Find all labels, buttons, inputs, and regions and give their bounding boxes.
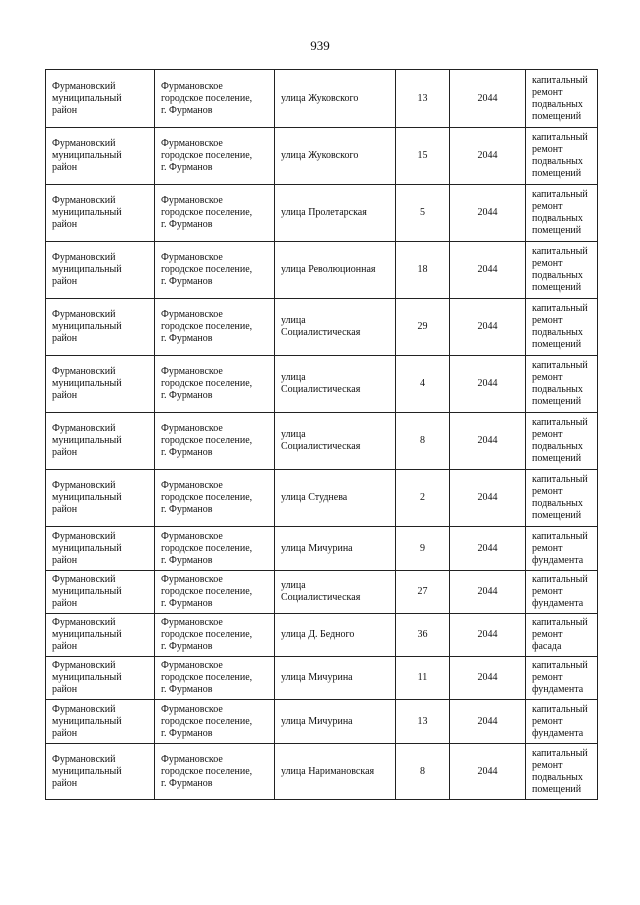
- settlement-cell: [155, 744, 275, 800]
- district-text: Фурмановский муниципальный район: [52, 703, 122, 739]
- street-text: улица Революционная: [281, 264, 376, 275]
- district-cell: [46, 700, 155, 744]
- year: 2044: [477, 264, 498, 275]
- district-text: Фурмановский муниципальный район: [52, 617, 122, 652]
- district-cell: [46, 413, 155, 470]
- house-number: 11: [417, 672, 428, 683]
- year: 2044: [477, 321, 498, 332]
- house-number: 27: [417, 586, 428, 597]
- work-type-cell: [526, 128, 598, 185]
- district-text: Фурмановский муниципальный район: [52, 366, 122, 401]
- year: 2044: [477, 492, 498, 503]
- street-text: улица Студнева: [281, 492, 348, 503]
- district-text: Фурмановский муниципальный район: [52, 530, 122, 566]
- street-text: улица Д. Бедного: [281, 629, 355, 640]
- settlement-text: Фурмановское городское поселение, г. Фурманов: [161, 617, 253, 652]
- street-cell: [275, 185, 396, 242]
- year-cell: [450, 413, 526, 470]
- table-row: [46, 356, 598, 413]
- district-text: Фурмановский муниципальный район: [52, 574, 122, 609]
- year: 2044: [477, 150, 498, 161]
- house-number: 5: [420, 207, 425, 218]
- house-number: 13: [417, 92, 428, 104]
- work-type-cell: [526, 356, 598, 413]
- year-cell: [450, 242, 526, 299]
- street-cell: [275, 527, 396, 571]
- table-row: [46, 242, 598, 299]
- table-row: [46, 571, 598, 614]
- house-number: 18: [417, 264, 428, 275]
- settlement-cell: [155, 70, 275, 128]
- year-cell: [450, 185, 526, 242]
- table-row: [46, 413, 598, 470]
- house-number-cell: [396, 614, 450, 657]
- district-cell: [46, 70, 155, 128]
- house-number-cell: [396, 356, 450, 413]
- year: 2044: [477, 672, 498, 683]
- table-row: [46, 657, 598, 700]
- work-type-text: капитальный ремонт фундамента: [532, 703, 588, 739]
- work-type-cell: [526, 470, 598, 527]
- work-type-cell: [526, 527, 598, 571]
- table-row: [46, 70, 598, 128]
- year: 2044: [477, 435, 498, 446]
- house-number-cell: [396, 70, 450, 128]
- district-text: Фурмановский муниципальный район: [52, 80, 122, 116]
- house-number-cell: [396, 700, 450, 744]
- work-type-text: капитальный ремонт фундамента: [532, 574, 588, 609]
- work-type-text: капитальный ремонт подвальных помещений: [532, 360, 588, 407]
- street-cell: [275, 470, 396, 527]
- street-text: улица Социалистическая: [281, 580, 361, 603]
- district-cell: [46, 527, 155, 571]
- district-text: Фурмановский муниципальный район: [52, 660, 122, 695]
- table-row: [46, 470, 598, 527]
- street-cell: [275, 700, 396, 744]
- district-cell: [46, 470, 155, 527]
- house-number-cell: [396, 657, 450, 700]
- settlement-text: Фурмановское городское поселение, г. Фурманов: [161, 703, 253, 739]
- settlement-text: Фурмановское городское поселение, г. Фурманов: [161, 574, 253, 609]
- work-type-cell: [526, 700, 598, 744]
- settlement-text: Фурмановское городское поселение, г. Фурманов: [161, 252, 253, 287]
- house-number-cell: [396, 744, 450, 800]
- work-type-text: капитальный ремонт фундамента: [532, 660, 588, 695]
- table-row: [46, 128, 598, 185]
- work-type-text: капитальный ремонт подвальных помещений: [532, 74, 588, 122]
- street-text: улица Пролетарская: [281, 207, 367, 218]
- year-cell: [450, 744, 526, 800]
- work-type-cell: [526, 744, 598, 800]
- district-cell: [46, 571, 155, 614]
- street-text: улица Социалистическая: [281, 315, 361, 338]
- street-cell: [275, 242, 396, 299]
- work-type-cell: [526, 185, 598, 242]
- table-row: [46, 614, 598, 657]
- year: 2044: [477, 715, 498, 727]
- settlement-cell: [155, 128, 275, 185]
- work-type-text: капитальный ремонт фасада: [532, 617, 588, 652]
- year: 2044: [477, 586, 498, 597]
- street-text: улица Наримановская: [281, 765, 375, 777]
- settlement-text: Фурмановское городское поселение, г. Фурманов: [161, 530, 253, 566]
- district-cell: [46, 242, 155, 299]
- year-cell: [450, 356, 526, 413]
- year-cell: [450, 299, 526, 356]
- district-text: Фурмановский муниципальный район: [52, 753, 122, 789]
- settlement-text: Фурмановское городское поселение, г. Фурманов: [161, 753, 253, 789]
- house-number: 36: [417, 629, 428, 640]
- settlement-cell: [155, 571, 275, 614]
- page-number: 939: [310, 38, 330, 53]
- settlement-text: Фурмановское городское поселение, г. Фурманов: [161, 309, 253, 344]
- street-cell: [275, 128, 396, 185]
- settlement-cell: [155, 700, 275, 744]
- house-number-cell: [396, 242, 450, 299]
- settlement-text: Фурмановское городское поселение, г. Фурманов: [161, 138, 253, 173]
- settlement-cell: [155, 242, 275, 299]
- year-cell: [450, 70, 526, 128]
- house-number: 8: [420, 435, 425, 446]
- year: 2044: [477, 629, 498, 640]
- year-cell: [450, 657, 526, 700]
- house-number-cell: [396, 527, 450, 571]
- house-number-cell: [396, 299, 450, 356]
- street-cell: [275, 299, 396, 356]
- district-text: Фурмановский муниципальный район: [52, 252, 122, 287]
- work-type-text: капитальный ремонт подвальных помещений: [532, 246, 588, 293]
- work-type-cell: [526, 413, 598, 470]
- house-number: 15: [417, 150, 428, 161]
- settlement-cell: [155, 299, 275, 356]
- settlement-cell: [155, 185, 275, 242]
- table-row: [46, 744, 598, 800]
- settlement-text: Фурмановское городское поселение, г. Фурманов: [161, 423, 253, 458]
- district-cell: [46, 657, 155, 700]
- settlement-text: Фурмановское городское поселение, г. Фурманов: [161, 480, 253, 515]
- settlement-text: Фурмановское городское поселение, г. Фурманов: [161, 366, 253, 401]
- street-text: улица Мичурина: [281, 715, 353, 727]
- year-cell: [450, 571, 526, 614]
- work-type-cell: [526, 657, 598, 700]
- year: 2044: [477, 378, 498, 389]
- street-text: улица Мичурина: [281, 672, 353, 683]
- year-cell: [450, 128, 526, 185]
- table-row: [46, 299, 598, 356]
- house-number-cell: [396, 128, 450, 185]
- year-cell: [450, 470, 526, 527]
- house-number: 4: [420, 378, 425, 389]
- house-number: 29: [417, 321, 428, 332]
- house-number-cell: [396, 571, 450, 614]
- year: 2044: [477, 92, 498, 104]
- settlement-cell: [155, 470, 275, 527]
- year: 2044: [477, 765, 498, 777]
- district-text: Фурмановский муниципальный район: [52, 138, 122, 173]
- work-type-cell: [526, 242, 598, 299]
- house-number: 13: [417, 715, 428, 727]
- work-type-text: капитальный ремонт подвальных помещений: [532, 417, 588, 464]
- work-type-cell: [526, 70, 598, 128]
- district-text: Фурмановский муниципальный район: [52, 423, 122, 458]
- settlement-text: Фурмановское городское поселение, г. Фурманов: [161, 195, 253, 230]
- street-text: улица Мичурина: [281, 542, 353, 554]
- table-body: [46, 70, 598, 800]
- settlement-cell: [155, 356, 275, 413]
- work-type-text: капитальный ремонт фундамента: [532, 530, 588, 566]
- year-cell: [450, 614, 526, 657]
- settlement-cell: [155, 527, 275, 571]
- work-type-text: капитальный ремонт подвальных помещений: [532, 474, 588, 521]
- district-text: Фурмановский муниципальный район: [52, 309, 122, 344]
- district-text: Фурмановский муниципальный район: [52, 195, 122, 230]
- work-type-cell: [526, 571, 598, 614]
- house-number: 8: [420, 765, 425, 777]
- street-cell: [275, 356, 396, 413]
- year: 2044: [477, 542, 498, 554]
- street-text: улица Жуковского: [281, 150, 359, 161]
- year-cell: [450, 527, 526, 571]
- house-number-cell: [396, 470, 450, 527]
- street-cell: [275, 657, 396, 700]
- settlement-cell: [155, 614, 275, 657]
- street-text: улица Социалистическая: [281, 372, 361, 395]
- settlement-text: Фурмановское городское поселение, г. Фурманов: [161, 660, 253, 695]
- street-cell: [275, 413, 396, 470]
- year-cell: [450, 700, 526, 744]
- district-cell: [46, 128, 155, 185]
- house-number: 2: [420, 492, 425, 503]
- street-cell: [275, 70, 396, 128]
- work-type-cell: [526, 299, 598, 356]
- work-type-cell: [526, 614, 598, 657]
- house-number-cell: [396, 413, 450, 470]
- district-cell: [46, 299, 155, 356]
- district-cell: [46, 744, 155, 800]
- street-text: улица Социалистическая: [281, 429, 361, 452]
- district-cell: [46, 614, 155, 657]
- street-cell: [275, 571, 396, 614]
- street-cell: [275, 614, 396, 657]
- settlement-cell: [155, 657, 275, 700]
- house-number-cell: [396, 185, 450, 242]
- work-type-text: капитальный ремонт подвальных помещений: [532, 747, 588, 795]
- year: 2044: [477, 207, 498, 218]
- table-row: [46, 527, 598, 571]
- table-row: [46, 185, 598, 242]
- district-cell: [46, 185, 155, 242]
- work-type-text: капитальный ремонт подвальных помещений: [532, 303, 588, 350]
- street-cell: [275, 744, 396, 800]
- repair-schedule-table: [45, 69, 598, 800]
- district-text: Фурмановский муниципальный район: [52, 480, 122, 515]
- house-number: 9: [420, 542, 425, 554]
- street-text: улица Жуковского: [281, 92, 359, 104]
- settlement-cell: [155, 413, 275, 470]
- work-type-text: капитальный ремонт подвальных помещений: [532, 132, 588, 179]
- table-row: [46, 700, 598, 744]
- settlement-text: Фурмановское городское поселение, г. Фурманов: [161, 80, 253, 116]
- district-cell: [46, 356, 155, 413]
- work-type-text: капитальный ремонт подвальных помещений: [532, 189, 588, 236]
